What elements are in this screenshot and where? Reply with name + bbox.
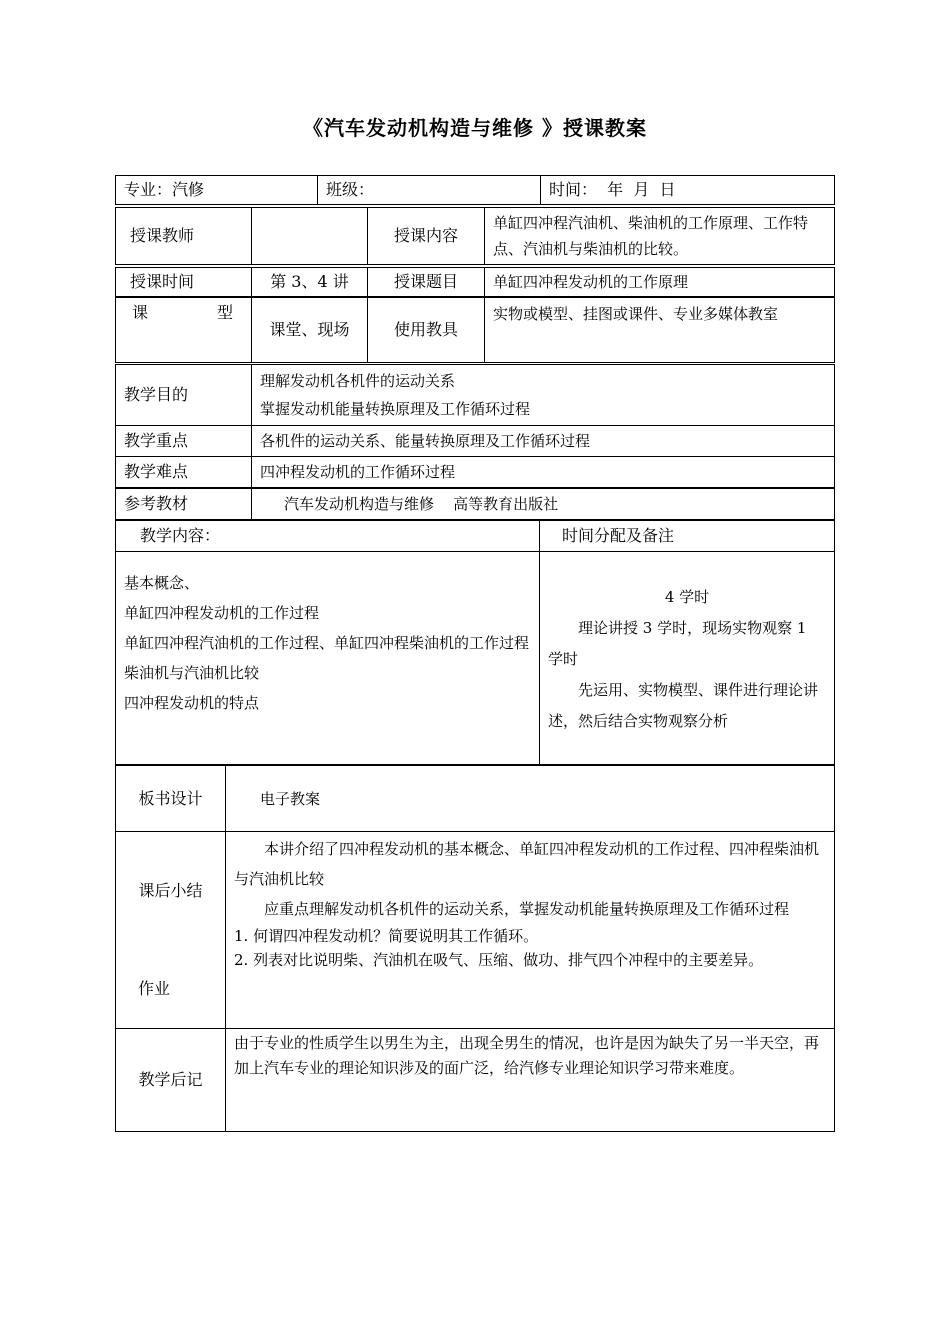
time-text: 时间： 年 月 日 [549, 180, 676, 199]
notes-body-cell [539, 551, 835, 765]
time-cell [540, 175, 835, 205]
teacher-label-cell [115, 207, 252, 265]
type-label-1: 课 [132, 303, 149, 322]
content-body-cell [115, 551, 540, 765]
afterword-label: 教学后记 [138, 1070, 203, 1089]
class-cell [317, 175, 541, 205]
key-value-cell [251, 425, 835, 457]
notes-line-1: 理论讲授 3 学时，现场实物观察 1 学时 [548, 619, 807, 668]
period-label-cell [115, 267, 252, 297]
summary-homework-label-cell [115, 831, 226, 1029]
afterword-value: 由于专业的性质学生以男生为主，出现全男生的情况，也许是因为缺失了另一半天空，再加上汽车专业的理论知识涉及的面广泛，给汽修专业理论知识学习带来难度。 [234, 1034, 820, 1077]
afterword-value-cell [225, 1028, 835, 1132]
summary-paragraph-2: 应重点理解发动机各机件的运动关系，掌握发动机能量转换原理及工作循环过程 [264, 900, 790, 918]
difficulty-label: 教学难点 [124, 462, 189, 481]
objective-label: 教学目的 [124, 385, 189, 404]
afterword-label-cell [115, 1028, 226, 1132]
tools-label: 使用教具 [393, 320, 458, 339]
notes-label: 时间分配及备注 [562, 526, 675, 545]
content-value-cell [484, 207, 835, 265]
summary-label: 课后小结 [138, 881, 203, 900]
content-item: 四冲程发动机的特点 [124, 694, 260, 712]
teacher-label: 授课教师 [130, 226, 195, 245]
difficulty-value-cell [251, 456, 835, 488]
notes-header-cell [539, 520, 835, 552]
type-label-cell [115, 297, 252, 363]
content-item: 单缸四冲程发动机的工作过程 [124, 604, 320, 622]
difficulty-label-cell [115, 456, 252, 488]
major-cell [115, 175, 318, 205]
homework-label: 作业 [138, 979, 171, 998]
type-value: 课堂、现场 [269, 320, 350, 339]
topic-label-cell [367, 267, 485, 297]
objective-line-2: 掌握发动机能量转换原理及工作循环过程 [260, 400, 531, 418]
homework-question-2: 2. 列表对比说明柴、汽油机在吸气、压缩、做功、排气四个冲程中的主要差异。 [234, 951, 764, 969]
content-item: 基本概念、 [124, 574, 200, 592]
tools-value-cell [484, 297, 835, 363]
tools-value: 实物或模型、挂图或课件、专业多媒体教室 [493, 305, 779, 323]
board-value-cell [225, 765, 835, 832]
tools-label-cell [367, 297, 485, 363]
summary-homework-value-cell [225, 831, 835, 1029]
content-label: 授课内容 [393, 226, 458, 245]
reference-value: 汽车发动机构造与维修 高等教育出版社 [284, 495, 559, 513]
class-text: 班级： [326, 180, 375, 199]
summary-paragraph-1: 本讲介绍了四冲程发动机的基本概念、单缸四冲程发动机的工作过程、四冲程柴油机与汽油机比较 [234, 840, 820, 888]
period-label: 授课时间 [130, 272, 195, 291]
board-label-cell [115, 765, 226, 832]
content-header-cell [115, 520, 540, 552]
key-label: 教学重点 [124, 431, 189, 450]
document-title: 《汽车发动机构造与维修 》授课教案 [303, 116, 647, 140]
homework-question-1: 1. 何谓四冲程发动机？简要说明其工作循环。 [234, 927, 539, 945]
notes-line-2: 先运用、实物模型、课件进行理论讲述，然后结合实物观察分析 [548, 681, 819, 730]
objective-value-cell [251, 364, 835, 426]
period-value-cell [251, 267, 368, 297]
content-item: 单缸四冲程汽油机的工作过程、单缸四冲程柴油机的工作过程 [124, 634, 530, 652]
reference-label: 参考教材 [124, 494, 189, 513]
board-value: 电子教案 [260, 789, 321, 808]
reference-label-cell [115, 488, 252, 520]
period-value: 第 3、4 讲 [270, 272, 349, 291]
type-label-2: 型 [216, 303, 233, 322]
topic-value: 单缸四冲程发动机的工作原理 [493, 273, 689, 291]
key-label-cell [115, 425, 252, 457]
teacher-value-cell [251, 207, 368, 265]
content-item: 柴油机与汽油机比较 [124, 664, 260, 682]
objective-line-1: 理解发动机各机件的运动关系 [260, 372, 456, 390]
content-label-cell [367, 207, 485, 265]
topic-label: 授课题目 [393, 272, 458, 291]
board-label: 板书设计 [138, 788, 203, 808]
teaching-content-label: 教学内容： [140, 526, 221, 545]
reference-value-cell [251, 488, 835, 520]
topic-value-cell [484, 267, 835, 297]
difficulty-value: 四冲程发动机的工作循环过程 [260, 463, 456, 481]
type-value-cell [251, 297, 368, 363]
major-text: 专业：汽修 [124, 180, 205, 199]
notes-hours: 4 学时 [664, 588, 710, 606]
objective-label-cell [115, 364, 252, 426]
content-value: 单缸四冲程汽油机、柴油机的工作原理、工作特点、汽油机与柴油机的比较。 [493, 214, 809, 258]
key-value: 各机件的运动关系、能量转换原理及工作循环过程 [260, 432, 591, 450]
